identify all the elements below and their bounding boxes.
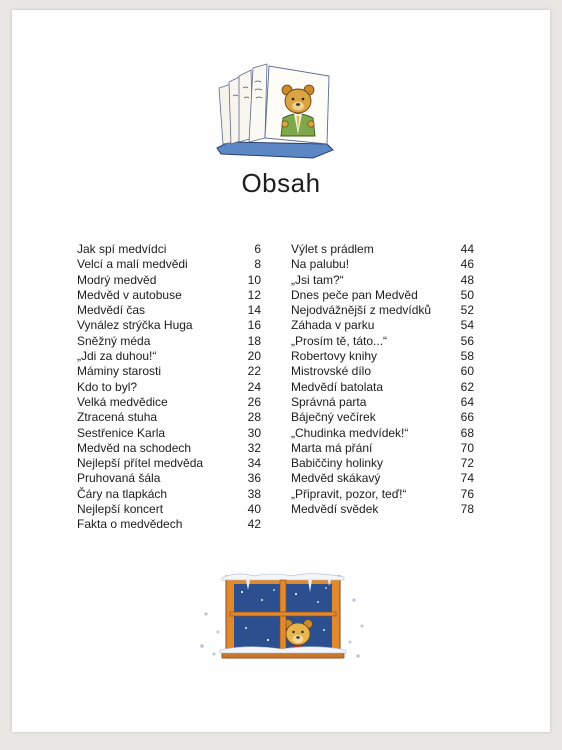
toc-entry-title: Správná parta <box>291 394 367 409</box>
toc-entry-title: Pruhovaná šála <box>77 471 161 486</box>
toc-entry-page: 34 <box>247 456 261 471</box>
toc-entry-title: Medvědí batolata <box>291 379 384 394</box>
toc-entry-page: 76 <box>460 486 474 501</box>
toc-entry-page: 64 <box>460 394 474 409</box>
toc-entry-page: 74 <box>460 471 474 486</box>
toc-entry-page: 32 <box>247 440 261 455</box>
toc-entry-title: „Chudinka medvídek!“ <box>291 425 409 440</box>
toc-entry-page: 68 <box>460 425 474 440</box>
toc-entry-page: 18 <box>247 333 261 348</box>
toc-entry-page: 54 <box>460 318 474 333</box>
toc-entry <box>291 257 474 272</box>
toc-entry <box>77 242 261 257</box>
toc-entry-title: Vynález strýčka Huga <box>77 318 193 333</box>
toc-entry <box>291 318 474 333</box>
toc-entry-page: 62 <box>460 379 474 394</box>
toc-entry <box>291 303 474 318</box>
toc-entry-page: 66 <box>460 410 474 425</box>
toc-entry-title: „Jsi tam?“ <box>291 272 344 287</box>
toc-entry-page: 50 <box>460 287 474 302</box>
toc-entry-title: Sestřenice Karla <box>77 425 166 440</box>
toc-entry-page: 36 <box>247 471 261 486</box>
toc-entry <box>291 273 474 288</box>
toc-entry <box>77 471 261 486</box>
toc-entry-page: 48 <box>460 272 474 287</box>
toc-entry-title: Nejlepší přítel medvěda <box>77 456 204 471</box>
toc-entry <box>291 441 474 456</box>
toc-entry-title: Fakta o medvědech <box>77 517 183 532</box>
toc-entry-title: Dnes peče pan Medvěd <box>291 287 418 302</box>
toc-entry-title: Velcí a malí medvědi <box>77 257 188 272</box>
toc-entry-page: 72 <box>460 456 474 471</box>
toc-entry-page: 38 <box>247 486 261 501</box>
toc-entry-page: 58 <box>460 349 474 364</box>
toc-entry-title: Záhada v parku <box>291 318 375 333</box>
toc-left-column <box>77 242 261 533</box>
toc-entry-title: Nejodvážnější z medvídků <box>291 303 432 318</box>
toc-entry-page: 42 <box>247 517 261 532</box>
toc-entry <box>77 334 261 349</box>
toc-entry-title: Robertovy knihy <box>291 349 378 364</box>
toc-entry-page: 22 <box>247 364 261 379</box>
toc-entry-title: Modrý medvěd <box>77 272 157 287</box>
toc-entry-page: 40 <box>247 502 261 517</box>
toc-entry-page: 20 <box>247 349 261 364</box>
toc-entry-page: 46 <box>460 257 474 272</box>
toc-entry <box>77 426 261 441</box>
toc-entry-title: Medvěd v autobuse <box>77 287 182 302</box>
toc-entry-page: 56 <box>460 333 474 348</box>
toc-entry <box>77 303 261 318</box>
toc-entry-title: Báječný večírek <box>291 410 376 425</box>
toc-entry-title: Jak spí medvídci <box>77 242 167 256</box>
toc-entry-page: 52 <box>460 303 474 318</box>
toc-entry-page: 28 <box>247 410 261 425</box>
toc-entry <box>77 395 261 410</box>
toc-entry <box>77 364 261 379</box>
toc-entry-title: Kdo to byl? <box>77 379 138 394</box>
toc-entry-title: Medvěd na schodech <box>77 440 192 455</box>
toc-entry <box>291 426 474 441</box>
toc-entry <box>291 410 474 425</box>
toc-entry <box>77 487 261 502</box>
toc-entry <box>77 517 261 532</box>
toc-entry <box>291 395 474 410</box>
page-title: Obsah <box>241 168 321 198</box>
toc-entry-page: 14 <box>247 303 261 318</box>
toc-entry-title: Výlet s prádlem <box>291 242 374 256</box>
toc-entry <box>77 410 261 425</box>
toc-entry <box>77 380 261 395</box>
toc-entry-title: „Připravit, pozor, teď!“ <box>291 486 407 501</box>
bear-in-snowy-window-icon <box>196 570 368 662</box>
toc-entry <box>77 257 261 272</box>
toc-entry-title: Čáry na tlapkách <box>77 486 168 501</box>
toc-entry-title: Na palubu! <box>291 257 350 272</box>
toc-right-column <box>291 242 474 517</box>
toc-entry <box>291 334 474 349</box>
toc-entry-title: Medvědí svědek <box>291 502 379 517</box>
toc-entry <box>291 487 474 502</box>
toc-entry-title: Nejlepší koncert <box>77 502 164 517</box>
toc-entry <box>291 502 474 517</box>
toc-entry-title: Medvěd skákavý <box>291 471 381 486</box>
toc-entry-title: Ztracená stuha <box>77 410 158 425</box>
toc-entry-page: 24 <box>247 379 261 394</box>
toc-entry-page: 8 <box>254 257 261 272</box>
toc-entry-page: 12 <box>247 287 261 302</box>
toc-entry <box>291 364 474 379</box>
toc-entry-page: 6 <box>254 242 261 256</box>
toc-entry <box>77 288 261 303</box>
toc-entry <box>77 441 261 456</box>
toc-entry-title: Babiččiny holinky <box>291 456 384 471</box>
toc-entry <box>77 456 261 471</box>
toc-entry-page: 60 <box>460 364 474 379</box>
toc-entry <box>77 349 261 364</box>
toc-entry <box>77 273 261 288</box>
toc-entry-title: „Prosím tě, táto...“ <box>291 333 388 348</box>
toc-entry <box>291 380 474 395</box>
toc-entry-page: 70 <box>460 440 474 455</box>
toc-entry-title: Sněžný méda <box>77 333 151 348</box>
toc-entry <box>291 471 474 486</box>
toc-entry-page: 10 <box>247 272 261 287</box>
toc-entry-page: 44 <box>460 242 474 256</box>
toc-entry <box>291 242 474 257</box>
toc-entry <box>291 456 474 471</box>
toc-entry-page: 30 <box>247 425 261 440</box>
toc-entry <box>77 502 261 517</box>
toc-entry-page: 16 <box>247 318 261 333</box>
toc-entry-title: Mistrovské dílo <box>291 364 372 379</box>
toc-entry-title: Máminy starosti <box>77 364 162 379</box>
toc-entry-title: Marta má přání <box>291 440 373 455</box>
bear-with-book-icon <box>209 54 339 162</box>
toc-entry <box>291 349 474 364</box>
toc-entry-title: Velká medvědice <box>77 394 168 409</box>
toc-entry <box>77 318 261 333</box>
toc-entry <box>291 288 474 303</box>
toc-entry-page: 78 <box>460 502 474 517</box>
toc-entry-page: 26 <box>247 394 261 409</box>
toc-entry-title: Medvědí čas <box>77 303 146 318</box>
toc-entry-title: „Jdi za duhou!“ <box>77 349 157 364</box>
